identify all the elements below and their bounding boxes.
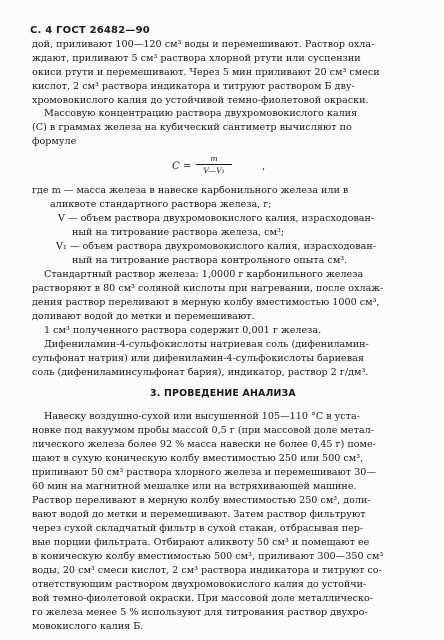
text-line: ждают, приливают 5 см³ раствора хлорной ртути или суспензии	[32, 53, 361, 64]
definition-line: аликвоте стандартного раствора железа, г;	[50, 199, 272, 210]
formula-denominator: V—V₁	[203, 166, 225, 175]
fraction-bar	[196, 164, 232, 165]
definition-line: ный на титрование раствора контрольного опыта см³.	[72, 255, 348, 266]
definition-line: где m — масса железа в навеске карбонильного железа или в	[32, 185, 349, 196]
text-line: (С) в граммах железа на кубический сантиметр вычисляют по	[32, 122, 352, 133]
text-line: мовокислого калия Б.	[32, 621, 144, 632]
text-line: новке под вакуумом пробы массой 0,5 г (при массовой доле метал-	[32, 425, 374, 436]
text-line: Навеску воздушно-сухой или высушенной 105—110 °С в уста-	[44, 411, 360, 422]
text-line: дения раствор переливают в мерную колбу вместимостью 1000 см³,	[32, 297, 380, 308]
text-line: вые порции фильтрата. Отбирают аликвоту 50 см³ и помещают ее	[32, 537, 370, 548]
text-line: окиси ртути и перемешивают. Через 5 мин приливают 20 см³ смеси	[32, 67, 380, 78]
text-line: вают водой до метки и перемешивают. Затем раствор фильтруют	[32, 509, 366, 520]
text-line: воды, 20 см³ смеси кислот, 2 см³ раствора индикатора и титруют со-	[32, 565, 382, 576]
text-line: приливают 50 см³ раствора хлорного железа и перемешивают 30—	[32, 467, 377, 478]
text-line: ответствующим раствором двухромовокислого калия до устойчи-	[32, 579, 367, 590]
text-line: формуле	[32, 136, 77, 147]
text-line: 1 см³ полученного раствора содержит 0,001 г железа.	[44, 325, 322, 336]
text-line: хромовокислого калия до устойчивой темно-фиолетовой окраски.	[32, 95, 369, 106]
text-line: сульфонат натрия) или дифениламин-4-сульфокислоты бариевая	[32, 353, 364, 364]
formula-tail: ,	[262, 161, 266, 172]
text-line: лического железа более 92 % масса навески не более 0,45 г) поме-	[32, 439, 376, 450]
definition-line: V₁ — объем раствора двухромовокислого калия, израсходован-	[56, 241, 376, 252]
text-line: соль (дифениламинсульфонат бария), индикатор, раствор 2 г/дм³.	[32, 367, 369, 378]
text-line: доливают водой до метки и перемешивают.	[32, 311, 255, 322]
text-line: Дифениламин-4-сульфокислоты натриевая соль (дифениламин-	[44, 339, 369, 350]
text-line: дой, приливают 100—120 см³ воды и перемешивают. Раствор охла-	[32, 39, 375, 50]
text-line: растворяют в 80 см³ соляной кислоты при нагревании, после охлаж-	[32, 283, 384, 294]
text-line: через сухой складчатый фильтр в сухой стакан, отбрасывая пер-	[32, 523, 364, 534]
text-line: вой темно-фиолетовой окраски. При массовой доле металлическо-	[32, 593, 374, 604]
formula-numerator: m	[210, 154, 218, 163]
formula-lhs: C =	[172, 161, 192, 172]
definition-line: ный на титрование раствора железа, см³;	[72, 227, 285, 238]
text-line: щают в сухую коническую колбу вместимостью 250 или 500 см³,	[32, 453, 364, 464]
page-header: С. 4 ГОСТ 26482—90	[30, 25, 150, 36]
text-line: го железа менее 5 % используют для титрования раствор двухро-	[32, 607, 368, 618]
formula	[172, 154, 282, 180]
text-line: 60 мин на магнитной мешалке или на встряхивающей машине.	[32, 481, 357, 492]
text-line: Массовую концентрацию раствора двухромовокислого калия	[44, 108, 358, 119]
text-line: Стандартный раствор железа: 1,0000 г карбонильного железа	[44, 269, 364, 280]
text-line: Раствор переливают в мерную колбу вместимостью 250 см³, доли-	[32, 495, 371, 506]
definition-line: V — объем раствора двухромовокислого калия, израсходован-	[58, 213, 375, 224]
section-title: 3. ПРОВЕДЕНИЕ АНАЛИЗА	[150, 388, 296, 399]
formula-fraction	[196, 154, 232, 175]
text-line: в коническую колбу вместимостью 500 см³, приливают 300—350 см³	[32, 551, 384, 562]
text-line: кислот, 2 см³ раствора индикатора и титруют раствором Б дву-	[32, 81, 355, 92]
